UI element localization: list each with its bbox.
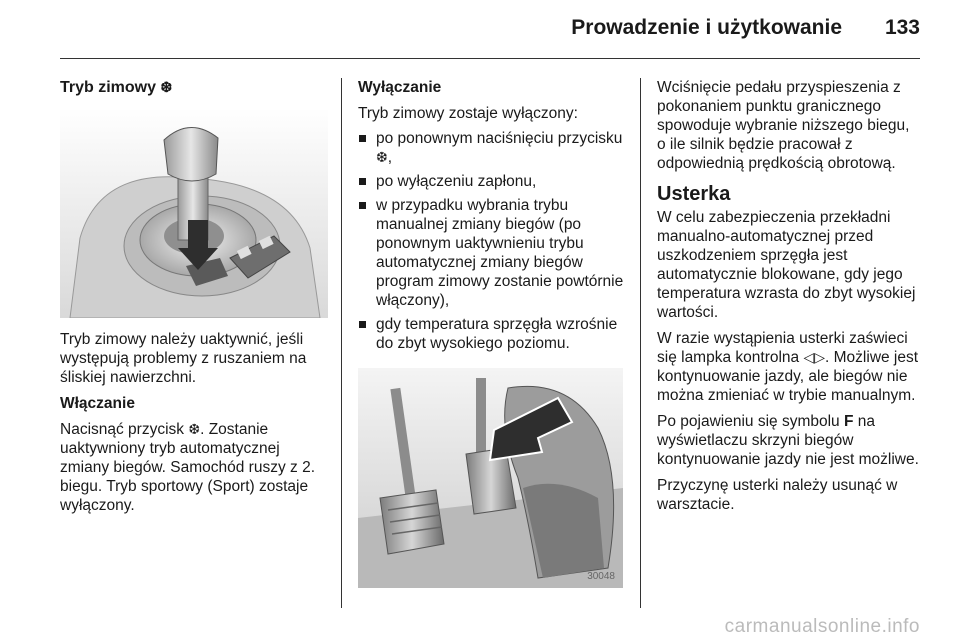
list-item: w przypadku wybrania trybu manualnej zmiany biegów (po ponownym uaktywnieniu trybu automatycznej zmiany biegów program zimowy zostanie powtórnie włączony), (358, 196, 628, 310)
list-item: po wyłączeniu zapłonu, (358, 172, 628, 191)
gear-selector-illustration (60, 108, 328, 318)
winter-mode-intro: Tryb zimowy należy uaktywnić, jeśli występują problemy z ruszaniem na śliskiej nawierzchni. (60, 331, 307, 386)
figure-code: 30048 (587, 571, 615, 582)
snowflake-icon: ❆ (160, 79, 173, 95)
watermark: carmanualsonline.info (724, 616, 920, 637)
column-3 (657, 78, 921, 521)
disable-lead: Tryb zimowy zostaje wyłączony: (358, 105, 578, 122)
page-header (0, 0, 960, 60)
snowflake-icon: ❆ (376, 149, 388, 165)
column-1 (60, 78, 328, 109)
section-heading-fault: Usterka (657, 183, 731, 205)
page-number: 133 (884, 16, 920, 39)
fault-paragraph-2: W razie wystąpienia usterki zaświeci się lampka kontrolna ◁▷. Możliwe jest kontynuowanie jazdy, ale biegów nie można zmieniać w trybie manualnym. (657, 330, 919, 404)
column-1-body (60, 330, 330, 522)
kickdown-paragraph: Wciśnięcie pedału przyspieszenia z pokonaniem punktu granicznego spowoduje wybranie niższego biegu, o ile silnik będzie pracował z odpowiednią prędkością obrotową. (657, 79, 910, 172)
fault-paragraph-4: Przyczynę usterki należy usunąć w warsztacie. (657, 477, 898, 513)
column-divider-1 (341, 78, 342, 608)
symbol-f: F (843, 413, 854, 430)
gear-selector-drawing (60, 108, 328, 318)
column-divider-2 (640, 78, 641, 608)
list-item: gdy temperatura sprzęgła wzrośnie do zbyt wysokiego poziomu. (358, 315, 628, 353)
enable-paragraph: Nacisnąć przycisk ❆. Zostanie uaktywniony tryb automatycznej zmiany biegów. Samochód ruszy z 2. biegu. Tryb sportowy (Sport) zostaje wyłączony. (60, 421, 316, 514)
column-2 (358, 78, 628, 390)
list-item: po ponownym naciśnięciu przycisku ❆, (358, 129, 628, 167)
fault-paragraph-1: W celu zabezpieczenia przekładni manualno-automatycznej przed uszkodzeniem sprzęgła jest automatycznie blokowane, gdy jego temperatura wzrasta do zbyt wysokiej wartości. (657, 209, 916, 321)
fault-paragraph-3: Po pojawieniu się symbolu F na wyświetlaczu skrzyni biegów kontynuowanie jazdy nie jest możliwe. (657, 413, 919, 468)
header-title: Prowadzenie i użytkowanie (571, 16, 842, 39)
transmission-warning-icon: ◁▷ (803, 349, 826, 365)
kickdown-pedal-illustration (358, 368, 623, 588)
disable-conditions-list (358, 129, 628, 353)
subheading-disable: Wyłączanie (358, 79, 442, 96)
header-rule (60, 58, 920, 59)
pedal-drawing (358, 368, 623, 588)
snowflake-icon: ❆ (188, 421, 201, 437)
section-heading-winter-mode: Tryb zimowy ❆ (60, 79, 173, 96)
subheading-enable: Włączanie (60, 395, 135, 412)
